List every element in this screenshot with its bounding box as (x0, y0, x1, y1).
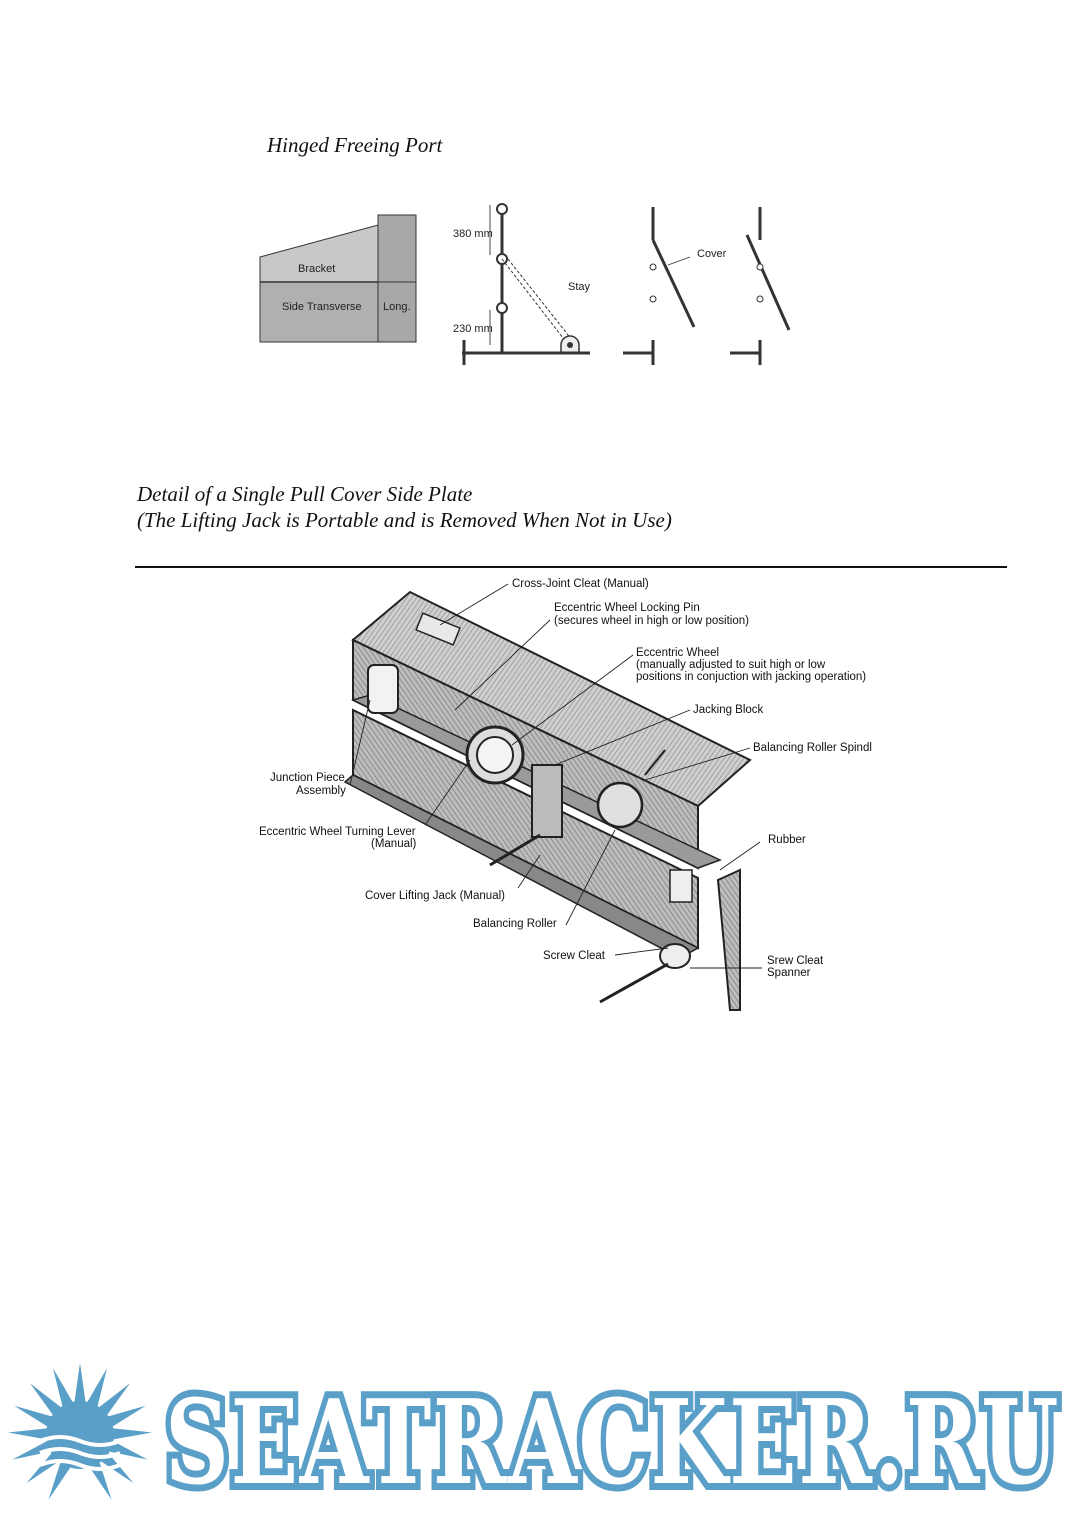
label-jacking-block: Jacking Block (693, 704, 764, 716)
label-dim-230: 230 mm (453, 323, 493, 335)
cover-positions-drawing (623, 207, 789, 365)
single-pull-cover-side-plate-diagram (250, 570, 890, 1015)
hinged-freeing-port-diagram (250, 195, 810, 370)
label-eccentric-wheel-line1: Eccentric Wheel (636, 647, 720, 659)
stay-drawing (453, 204, 591, 365)
label-dim-380: 380 mm (453, 228, 493, 240)
figure-title-side-plate-line2: (The Lifting Jack is Portable and is Removed When Not in Use) (137, 508, 672, 532)
label-eccentric-wheel-line2: (manually adjusted to suit high or low (636, 659, 826, 671)
figure-title-hinged-freeing-port: Hinged Freeing Port (267, 133, 443, 157)
label-lifting-jack: Cover Lifting Jack (Manual) (365, 890, 505, 902)
label-spanner-line2: Spanner (767, 967, 811, 979)
seatracker-watermark (0, 1355, 1080, 1526)
label-junction-piece-line1: Junction Piece (270, 772, 345, 784)
watermark-text: SEATRACKER.RU (165, 1375, 1060, 1511)
label-stay: Stay (568, 281, 591, 293)
bracket-section-drawing (260, 215, 416, 342)
label-junction-piece-line2: Assembly (296, 785, 346, 797)
label-cover: Cover (697, 248, 727, 260)
label-turning-lever-line2: (Manual) (371, 838, 417, 850)
label-locking-pin-line1: Eccentric Wheel Locking Pin (554, 602, 700, 614)
label-locking-pin-line2: (secures wheel in high or low position) (554, 615, 749, 627)
label-screw-cleat: Screw Cleat (543, 950, 605, 962)
label-turning-lever-line1: Eccentric Wheel Turning Lever (259, 826, 416, 838)
label-side-transverse: Side Transverse (282, 301, 362, 313)
figure-title-side-plate-line1: Detail of a Single Pull Cover Side Plate (137, 482, 473, 506)
label-balancing-roller-spindl: Balancing Roller Spindl (753, 742, 872, 754)
label-eccentric-wheel-line3: positions in conjuction with jacking operation) (636, 671, 867, 683)
label-rubber: Rubber (768, 834, 806, 846)
label-cross-joint-cleat: Cross-Joint Cleat (Manual) (512, 578, 649, 590)
label-balancing-roller: Balancing Roller (473, 918, 557, 930)
label-bracket: Bracket (298, 263, 336, 275)
label-long: Long. (383, 301, 411, 313)
divider-rule (135, 566, 1007, 568)
sun-wave-logo-icon (8, 1363, 152, 1502)
label-spanner-line1: Srew Cleat (767, 955, 824, 967)
